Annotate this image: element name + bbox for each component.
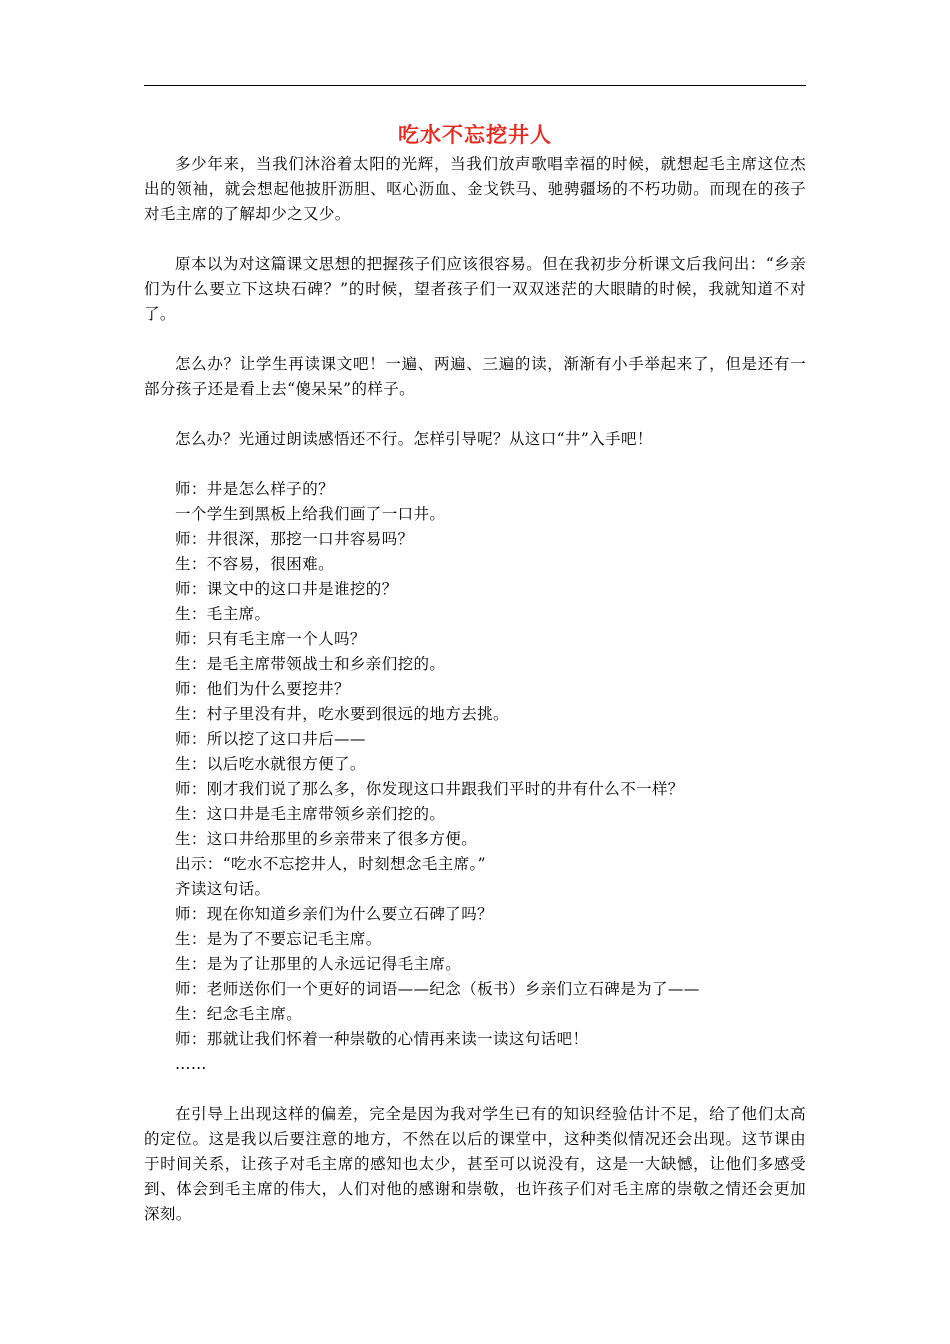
dialogue-line: 师：老师送你们一个更好的词语——纪念（板书）乡亲们立石碑是为了—— — [175, 980, 700, 998]
dialogue-line: 师：井是怎么样子的？ — [175, 480, 335, 498]
paragraph-gap — [144, 327, 806, 352]
dialogue-line: 师：井很深，那挖一口井容易吗？ — [175, 530, 414, 548]
classroom-dialogue — [144, 477, 806, 1077]
intro-paragraph-2: 原本以为对这篇课文思想的把握孩子们应该很容易。但在我初步分析课文后我问出：“乡亲们为什么要立下这块石碑？”的时候，望者孩子们一双双迷茫的大眼睛的时候，我就知道不对了。 — [144, 255, 806, 323]
dialogue-line: 师：那就让我们怀着一种崇敬的心情再来读一读这句话吧！ — [175, 1030, 589, 1048]
dialogue-line: 生：是为了不要忘记毛主席。 — [175, 930, 382, 948]
paragraph-gap — [144, 1077, 806, 1102]
intro-paragraph-1: 多少年来，当我们沐浴着太阳的光辉，当我们放声歌唱幸福的时候，就想起毛主席这位杰出的领袖，就会想起他披肝沥胆、呕心沥血、金戈铁马、驰骋疆场的不朽功勋。而现在的孩子对毛主席的了解却少之又少。 — [144, 155, 806, 223]
dialogue-line: 生：是毛主席带领战士和乡亲们挖的。 — [175, 655, 446, 673]
dialogue-line: 师：课文中的这口井是谁挖的？ — [175, 580, 398, 598]
dialogue-line: 师：现在你知道乡亲们为什么要立石碑了吗？ — [175, 905, 494, 923]
dialogue-line: 齐读这句话。 — [175, 880, 271, 898]
intro-paragraph-3: 怎么办？让学生再读课文吧！一遍、两遍、三遍的读，渐渐有小手举起来了，但是还有一部分孩子还是看上去“傻呆呆”的样子。 — [144, 355, 806, 398]
conclusion-paragraph: 在引导上出现这样的偏差，完全是因为我对学生已有的知识经验估计不足，给了他们太高的定位。这是我以后要注意的地方，不然在以后的课堂中，这种类似情况还会出现。这节课由于时间关系，让孩子对毛主席的感知也太少，甚至可以说没有，这是一大缺憾，让他们多感受到、体会到毛主席的伟大，人们对他的感谢和崇敬，也许孩子们对毛主席的崇敬之情还会更加深刻。 — [144, 1105, 806, 1223]
dialogue-line: 生：不容易，很困难。 — [175, 555, 335, 573]
dialogue-line: 出示：“吃水不忘挖井人，时刻想念毛主席。” — [175, 855, 486, 873]
dialogue-line: 生：这口井给那里的乡亲带来了很多方便。 — [175, 830, 478, 848]
document-title: 吃水不忘挖井人 — [398, 123, 552, 147]
dialogue-line: 生：纪念毛主席。 — [175, 1005, 303, 1023]
dialogue-line: 生：村子里没有井，吃水要到很远的地方去挑。 — [175, 705, 509, 723]
dialogue-ellipsis: …… — [175, 1055, 207, 1073]
dialogue-line: 生：毛主席。 — [175, 605, 271, 623]
dialogue-line: 生：以后吃水就很方便了。 — [175, 755, 366, 773]
dialogue-line: 师：所以挖了这口井后—— — [175, 730, 366, 748]
intro-paragraph-4: 怎么办？光通过朗读感悟还不行。怎样引导呢？从这口“井”入手吧！ — [175, 430, 653, 448]
paragraph-gap — [144, 227, 806, 252]
document-body — [144, 118, 806, 1227]
dialogue-line: 生：这口井是毛主席带领乡亲们挖的。 — [175, 805, 446, 823]
dialogue-line: 一个学生到黑板上给我们画了一口井。 — [175, 505, 446, 523]
dialogue-line: 师：刚才我们说了那么多，你发现这口井跟我们平时的井有什么不一样？ — [175, 780, 684, 798]
dialogue-line: 生：是为了让那里的人永远记得毛主席。 — [175, 955, 462, 973]
header-rule — [144, 85, 806, 86]
paragraph-gap — [144, 452, 806, 477]
paragraph-gap — [144, 402, 806, 427]
dialogue-line: 师：他们为什么要挖井？ — [175, 680, 350, 698]
dialogue-line: 师：只有毛主席一个人吗？ — [175, 630, 366, 648]
